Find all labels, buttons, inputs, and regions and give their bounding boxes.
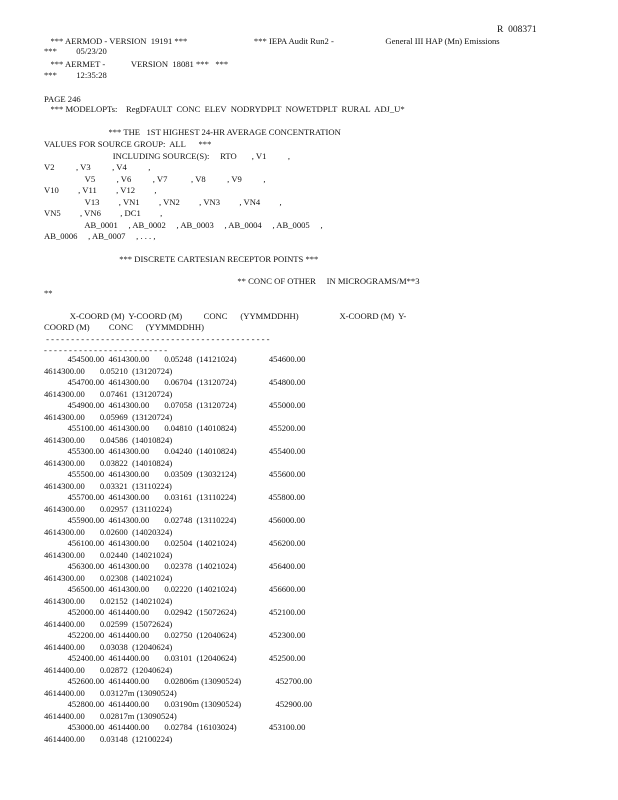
table-row-continuation: 4614400.00 0.02872 (12040624) bbox=[44, 664, 173, 675]
title-line-9: AB_0001 , AB_0002 , AB_0003 , AB_0004 , AB_0005 , bbox=[44, 220, 323, 230]
table-row: 452000.00 4614400.00 0.02942 (15072624) 452100.00 bbox=[44, 607, 306, 617]
table-row: 454900.00 4614300.00 0.07058 (13120724) 455000.00 bbox=[44, 400, 306, 410]
column-header-1: X-COORD (M) Y-COORD (M) CONC (YYMMDDHH) X-COORD (M) Y- bbox=[44, 311, 407, 321]
table-row-continuation: 4614300.00 0.07461 (13120724) bbox=[44, 388, 173, 399]
table-row: 454500.00 4614300.00 0.05248 (14121024) 454600.00 bbox=[44, 354, 306, 364]
table-row: 453000.00 4614400.00 0.02784 (16103024) 453100.00 bbox=[44, 722, 306, 732]
table-row: 456500.00 4614300.00 0.02220 (14021024) 456600.00 bbox=[44, 584, 306, 594]
model-options: *** MODELOPTs: RegDFAULT CONC ELEV NODRYDPLT NOWETDPLT RURAL ADJ_U* bbox=[44, 104, 405, 114]
table-row-continuation: 4614300.00 0.05969 (13120724) bbox=[44, 411, 173, 422]
table-row: 455300.00 4614300.00 0.04240 (14010824) 455400.00 bbox=[44, 446, 306, 456]
table-row: 456300.00 4614300.00 0.02378 (14021024) 456400.00 bbox=[44, 561, 306, 571]
table-row-continuation: 4614300.00 0.02600 (14020324) bbox=[44, 526, 173, 537]
title-line-6: V10 , V11 , V12 , bbox=[44, 185, 157, 195]
title-line-7: V13 , VN1 , VN2 , VN3 , VN4 , bbox=[44, 197, 282, 207]
units-line: ** CONC OF OTHER IN MICROGRAMS/M**3 bbox=[44, 276, 420, 286]
title-line-10: AB_0006 , AB_0007 , . . . , bbox=[44, 231, 156, 241]
title-line-3: INCLUDING SOURCE(S): RTO , V1 , bbox=[44, 151, 291, 161]
header-line-1: *** AERMOD - VERSION 19191 *** *** IEPA Audit Run2 - General III HAP (Mn) Emissions bbox=[44, 36, 500, 46]
table-row-continuation: 4614400.00 0.02817m (13090524) bbox=[44, 710, 177, 721]
header-line-3: *** AERMET - VERSION 18081 *** *** bbox=[44, 59, 229, 69]
table-row: 455500.00 4614300.00 0.03509 (13032124) 455600.00 bbox=[44, 469, 306, 479]
page-number: PAGE 246 bbox=[44, 94, 81, 104]
table-row-continuation: 4614300.00 0.03321 (13110224) bbox=[44, 480, 172, 491]
table-row: 455700.00 4614300.00 0.03161 (13110224) 455800.00 bbox=[44, 492, 306, 502]
section-title: *** DISCRETE CARTESIAN RECEPTOR POINTS *** bbox=[44, 254, 319, 264]
table-row-continuation: 4614300.00 0.05210 (13120724) bbox=[44, 365, 173, 376]
table-row: 455100.00 4614300.00 0.04810 (14010824) 455200.00 bbox=[44, 423, 306, 433]
title-line-1: *** THE 1ST HIGHEST 24-HR AVERAGE CONCENTRATION bbox=[44, 127, 341, 137]
table-row: 452600.00 4614400.00 0.02806m (13090524) 452700.00 bbox=[44, 676, 313, 686]
separator-1: - - - - - - - - - - - - - - - - - - - - - - - - - - - - - - - - - - - - - - - - - - - - - bbox=[44, 334, 270, 344]
table-row: 456100.00 4614300.00 0.02504 (14021024) 456200.00 bbox=[44, 538, 306, 548]
units-tail: ** bbox=[44, 288, 53, 298]
table-row-continuation: 4614300.00 0.02440 (14021024) bbox=[44, 549, 173, 560]
table-row-continuation: 4614300.00 0.02152 (14021024) bbox=[44, 595, 173, 606]
table-row: 454700.00 4614300.00 0.06704 (13120724) 454800.00 bbox=[44, 377, 306, 387]
column-header-2: COORD (M) CONC (YYMMDDHH) bbox=[44, 322, 204, 332]
table-row: 455900.00 4614300.00 0.02748 (13110224) 456000.00 bbox=[44, 515, 306, 525]
table-row-continuation: 4614400.00 0.03148 (12100224) bbox=[44, 733, 173, 744]
table-row-continuation: 4614300.00 0.02308 (14021024) bbox=[44, 572, 173, 583]
table-row: 452400.00 4614400.00 0.03101 (12040624) 452500.00 bbox=[44, 653, 306, 663]
separator-2: - - - - - - - - - - - - - - - - - - - - - - - - - bbox=[44, 345, 168, 355]
title-line-2: VALUES FOR SOURCE GROUP: ALL *** bbox=[44, 139, 212, 149]
title-line-8: VN5 , VN6 , DC1 , bbox=[44, 208, 163, 218]
table-row: 452200.00 4614400.00 0.02750 (12040624) 452300.00 bbox=[44, 630, 306, 640]
table-row-continuation: 4614400.00 0.03038 (12040624) bbox=[44, 641, 173, 652]
table-row-continuation: 4614400.00 0.03127m (13090524) bbox=[44, 687, 177, 698]
table-row: 452800.00 4614400.00 0.03190m (13090524) 452900.00 bbox=[44, 699, 313, 709]
header-line-4: *** 12:35:28 bbox=[44, 70, 107, 80]
page-stamp: R 008371 bbox=[497, 25, 537, 35]
table-row-continuation: 4614300.00 0.03822 (14010824) bbox=[44, 457, 173, 468]
table-row-continuation: 4614300.00 0.02957 (13110224) bbox=[44, 503, 172, 514]
title-line-5: V5 , V6 , V7 , V8 , V9 , bbox=[44, 174, 266, 184]
title-line-4: V2 , V3 , V4 , bbox=[44, 162, 151, 172]
header-line-2: *** 05/23/20 bbox=[44, 46, 107, 56]
table-row-continuation: 4614300.00 0.04586 (14010824) bbox=[44, 434, 173, 445]
table-row-continuation: 4614400.00 0.02599 (15072624) bbox=[44, 618, 173, 629]
